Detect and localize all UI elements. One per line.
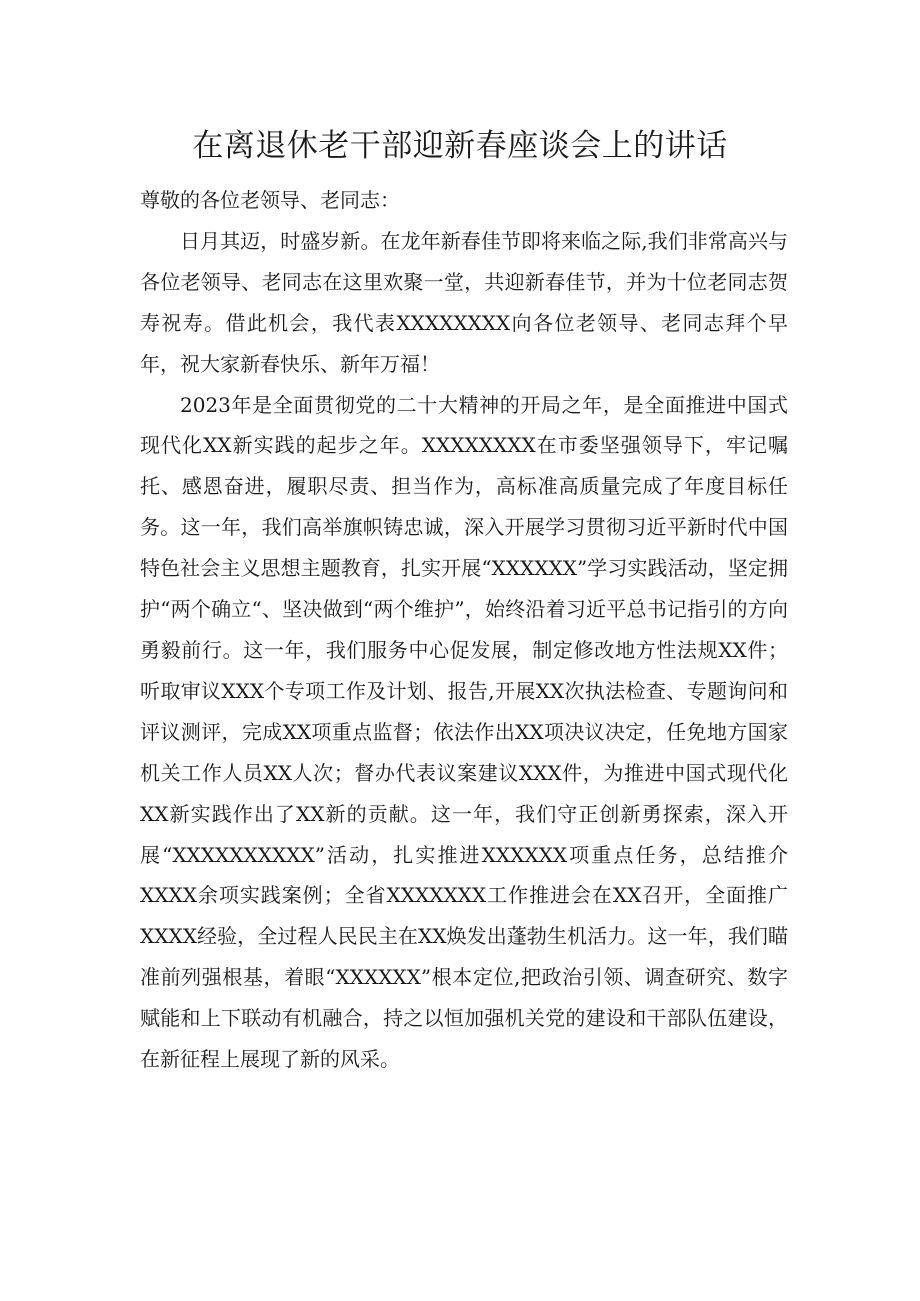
paragraph-2: 2023年是全面贯彻党的二十大精神的开局之年，是全面推进中国式现代化XX新实践的起步之年。XXXXXXXX在市委坚强领导下，牢记嘱托、感恩奋进，履职尽责、担当作为，高标准高质量完成了年度目标任务。这一年，我们高举旗帜铸忠诚，深入开展学习贯彻习近平新时代中国特色社会主义思想主题教育，扎实开展“XXXXXX”学习实践活动，坚定拥护“两个确立“、坚决做到“两个维护”，始终沿着习近平总书记指引的方向勇毅前行。这一年，我们服务中心促发展，制定修改地方性法规XX件；听取审议XXX个专项工作及计划、报告,开展XX次执法检查、专题询问和评议测评，完成XX项重点监督；依法作出XX项决议决定，任免地方国家机关工作人员XX人次；督办代表议案建议XXX件，为推进中国式现代化XX新实践作出了XX新的贡献。这一年，我们守正创新勇探索，深入开展“XXXXXXXXXX”活动，扎实推进XXXXXX项重点任务，总结推介XXXX余项实践案例；全省XXXXXXX工作推进会在XX召开，全面推广XXXX经验，全过程人民民主在XX焕发出蓬勃生机活力。这一年，我们瞄准前列强根基，着眼“XXXXXX”根本定位,把政治引领、调查研究、数字赋能和上下联动有机融合，持之以恒加强机关党的建设和干部队伍建设，在新征程上展现了新的风采。: [140, 392, 788, 1072]
document-body: [140, 180, 788, 1080]
document-title: 在离退休老干部迎新春座谈会上的讲话: [192, 128, 728, 164]
salutation: 尊敬的各位老领导、老同志：: [140, 188, 400, 212]
paragraph-1: 日月其迈，时盛岁新。在龙年新春佳节即将来临之际,我们非常高兴与各位老领导、老同志在这里欢聚一堂，共迎新春佳节，并为十位老同志贺寿祝寿。借此机会，我代表XXXXXXXX向各位老领导、老同志拜个早年，祝大家新春快乐、新年万福！: [140, 228, 788, 376]
